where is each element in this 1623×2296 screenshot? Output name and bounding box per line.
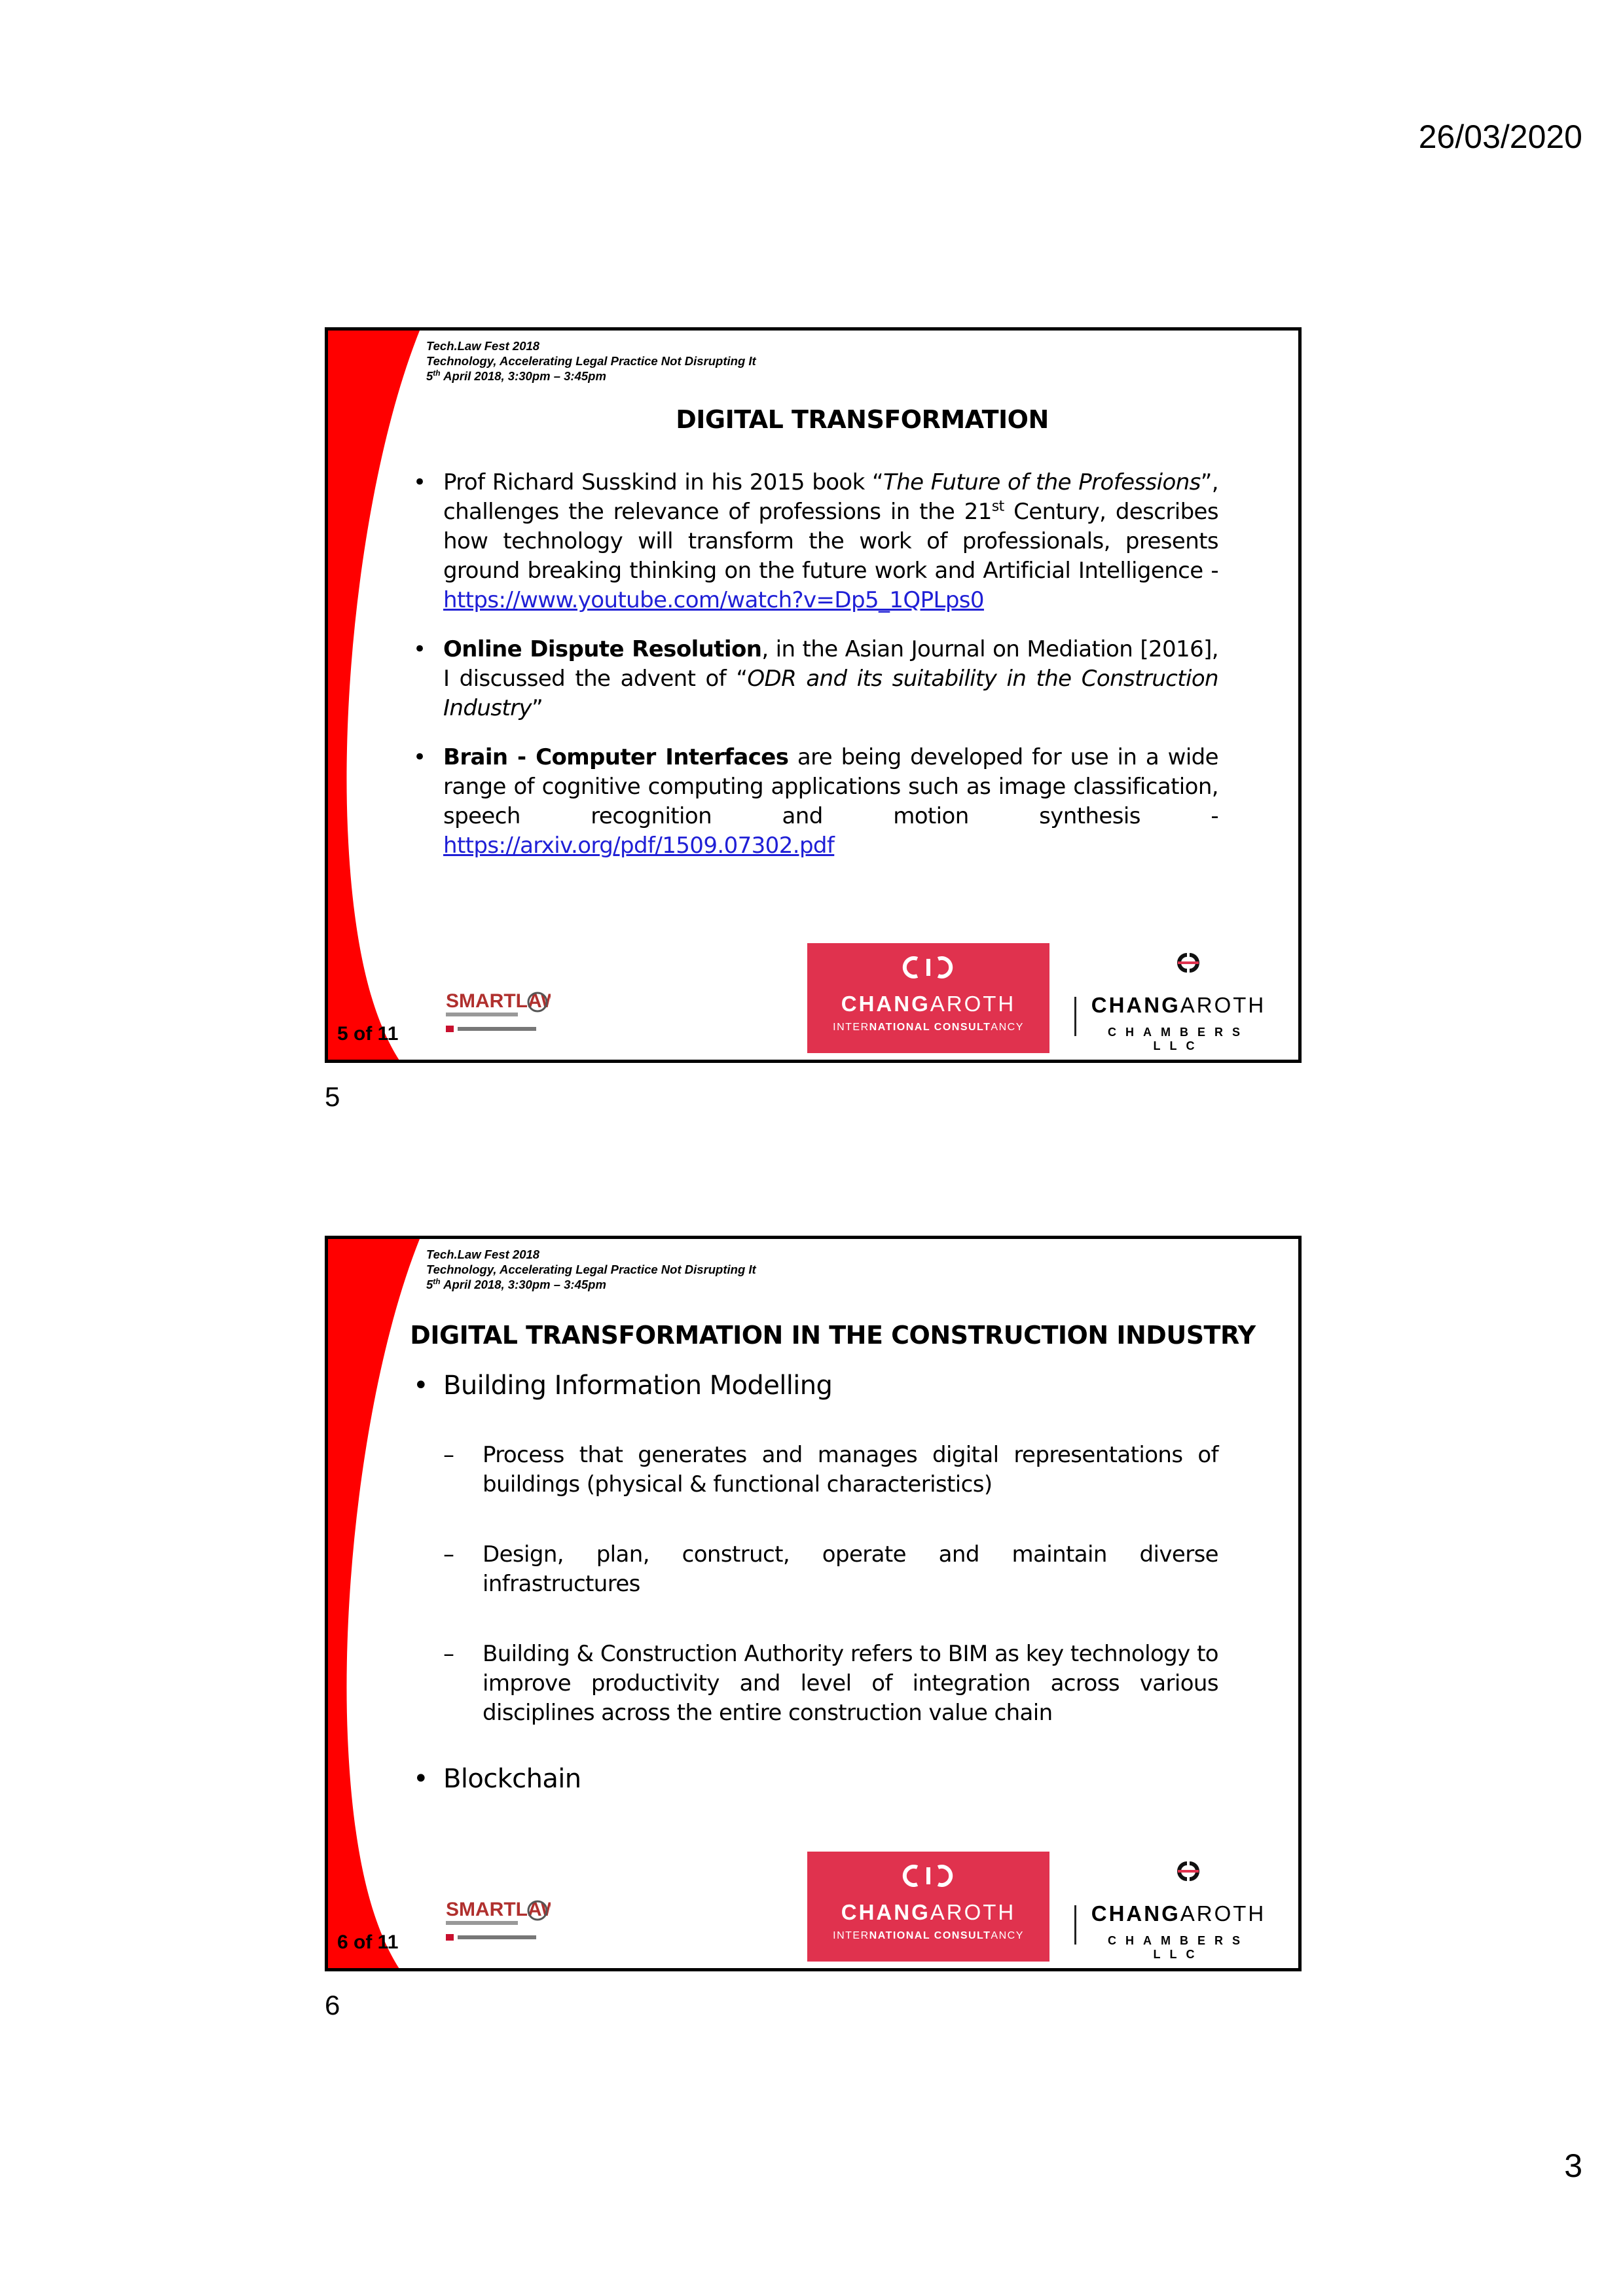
- sub-bullet-design: – Design, plan, construct, operate and maintain diverse infrastructures: [443, 1541, 1218, 1597]
- page-date: 26/03/2020: [1418, 118, 1582, 155]
- sub-bullet-bca: – Building & Construction Authority refers to BIM as key technology to improve productivity and level of integration across various disciplines across the entire construction value chain: [443, 1641, 1218, 1726]
- event-info: Tech.Law Fest 2018 Technology, Accelerating Legal Practice Not Disrupting It 5th April 2018, 3:30pm – 3:45pm: [426, 1247, 756, 1291]
- page-number: 3: [1564, 2147, 1582, 2184]
- bullet-list: [413, 1369, 1218, 1796]
- svg-text:SMARTLAW: SMARTLAW: [446, 1899, 551, 1920]
- slide-title: DIGITAL TRANSFORMATION IN THE CONSTRUCTION INDUSTRY: [410, 1321, 1256, 1350]
- bullet-blockchain: • Blockchain: [413, 1764, 581, 1794]
- sub-bullet-process: – Process that generates and manages digital representations of buildings (physical & functional characteristics): [443, 1442, 1218, 1498]
- svg-text:SMARTLAW: SMARTLAW: [446, 990, 551, 1012]
- slide-caption-6: 6: [325, 1990, 340, 2020]
- slide-title: DIGITAL TRANSFORMATION: [676, 405, 1049, 434]
- slide-counter: 6 of 11: [337, 1931, 399, 1953]
- changaroth-chambers-logo: CHANGAROTH CHAMBERS LLC: [1074, 943, 1271, 1053]
- bullet-bim: • Building Information Modelling: [413, 1371, 833, 1401]
- arxiv-link[interactable]: https://arxiv.org/pdf/1509.07302.pdf: [443, 833, 835, 859]
- slide-caption-5: 5: [325, 1081, 340, 1112]
- red-swoosh: [328, 331, 426, 1060]
- bullet-susskind: • Prof Richard Susskind in his 2015 book “The Future of the Professions”, challenges the relevance of professions in the 21st Century, describes how technology will transform the work of professionals, presents ground breaking thinking on the future work and Artificial Intelligence - https://www.youtube.com/watch?v=Dp5_1QPLps0: [413, 469, 1219, 613]
- slide-counter: 5 of 11: [337, 1023, 399, 1045]
- bullet-odr: • Online Dispute Resolution, in the Asian Journal on Mediation [2016], I discussed the advent of “ODR and its suitability in the Construction Industry”: [413, 636, 1218, 721]
- changaroth-chambers-logo: CHANGAROTH CHAMBERS LLC: [1074, 1852, 1271, 1962]
- changaroth-consultancy-logo: CHANGAROTH INTERNATIONAL CONSULTANCY: [807, 1852, 1049, 1962]
- slide-5: [325, 327, 1302, 1063]
- smartlaw-logo: [446, 1893, 551, 1946]
- event-info: Tech.Law Fest 2018 Technology, Accelerating Legal Practice Not Disrupting It 5th April 2018, 3:30pm – 3:45pm: [426, 339, 756, 383]
- changaroth-consultancy-logo: CHANGAROTH INTERNATIONAL CONSULTANCY: [807, 943, 1049, 1053]
- bullet-bci: • Brain - Computer Interfaces are being developed for use in a wide range of cognitive computing applications such as image classification, speech recognition and motion synthesis - https://arxiv.org/pdf/1509.07302.pdf: [413, 744, 1218, 859]
- smartlaw-logo: [446, 985, 551, 1037]
- youtube-link[interactable]: https://www.youtube.com/watch?v=Dp5_1QPLps0: [443, 587, 984, 613]
- slide-6: [325, 1236, 1302, 1971]
- bullet-list: [413, 468, 1218, 861]
